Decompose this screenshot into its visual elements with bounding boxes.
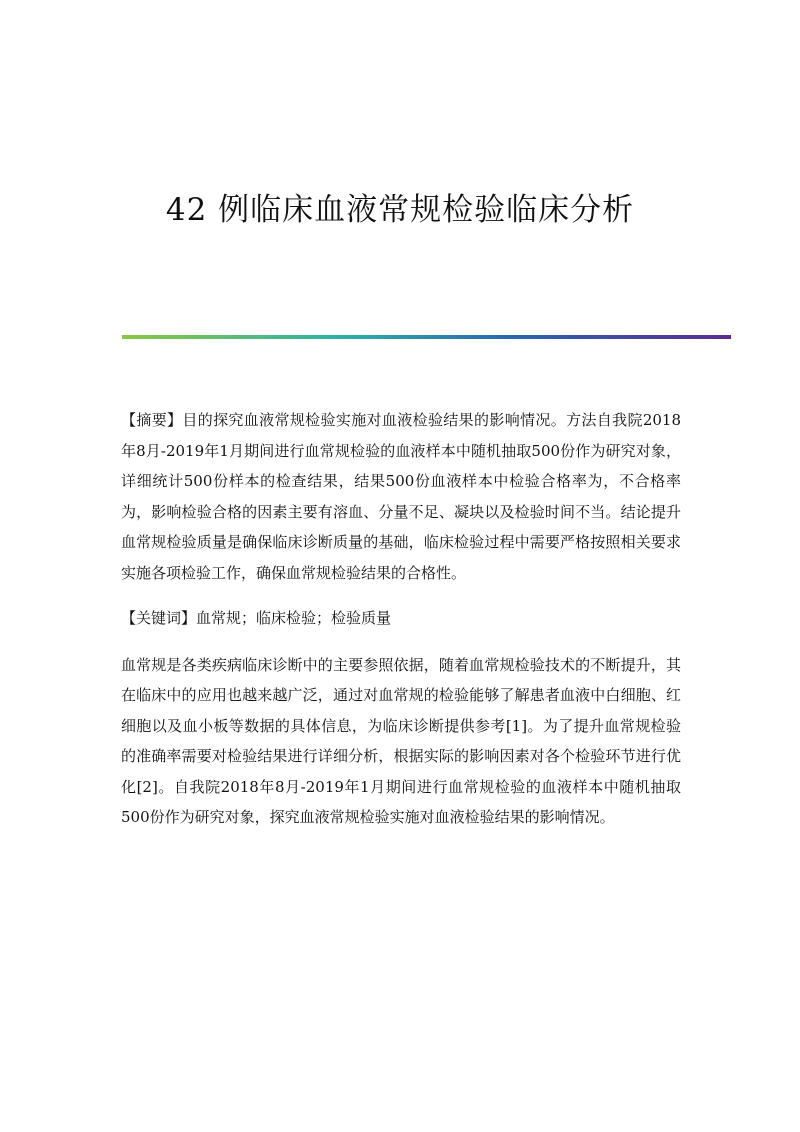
document-body — [121, 405, 681, 848]
abstract-paragraph: 【摘要】目的探究血液常规检验实施对血液检验结果的影响情况。方法自我院2018年8月-2019年1月期间进行血常规检验的血液样本中随机抽取500份作为研究对象，详细统计500份样本的检查结果，结果500份血液样本中检验合格率为，不合格率为，影响检验合格的因素主要有溶血、分量不足、凝块以及检验时间不当。结论提升血常规检验质量是确保临床诊断质量的基础，临床检验过程中需要严格按照相关要求实施各项检验工作，确保血常规检验结果的合格性。 — [121, 411, 681, 582]
title-divider — [122, 335, 731, 339]
body-paragraph: 血常规是各类疾病临床诊断中的主要参照依据，随着血常规检验技术的不断提升，其在临床中的应用也越来越广泛，通过对血常规的检验能够了解患者血液中白细胞、红细胞以及血小板等数据的具体信息，为临床诊断提供参考[1]。为了提升血常规检验的准确率需要对检验结果进行详细分析，根据实际的影响因素对各个检验环节进行优化[2]。自我院2018年8月-2019年1月期间进行血常规检验的血液样本中随机抽取500份作为研究对象，探究血液常规检验实施对血液检验结果的影响情况。 — [121, 655, 681, 826]
keywords-paragraph: 【关键词】血常规；临床检验；检验质量 — [121, 609, 392, 627]
document-title: 42 例临床血液常规检验临床分析 — [165, 192, 635, 228]
